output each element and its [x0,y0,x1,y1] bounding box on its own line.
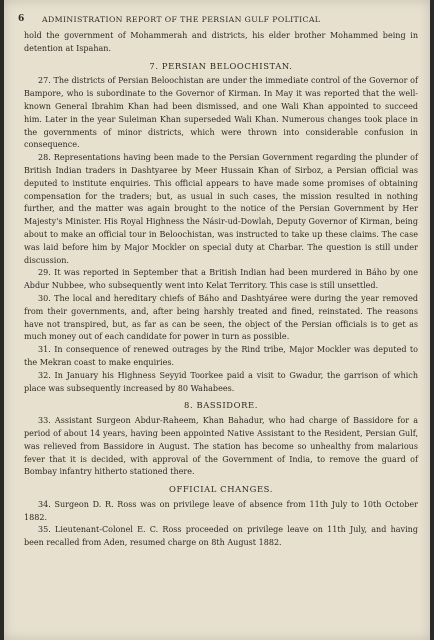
page-number: 6 [18,14,25,24]
paragraph-32: 32. In January his Highness Seyyid Toorkee paid a visit to Gwadur, the garrison of which place was subsequently increased by 80 Wahabees. [24,370,418,393]
page-body [24,30,418,550]
paragraph-31: 31. In consequence of renewed outrages by the Rind tribe, Major Mockler was deputed to the Mekran coast to make enquiries. [24,345,418,367]
paragraph-33: 33. Assistant Surgeon Abdur-Raheem, Khan Bahadur, who had charge of Bassidore for a period of about 14 years, having been appointed Native Assistant to the Resident, Persian Gulf, was relieved from Bassidore in August. The station has become so unhealthy from malarious fever that it is decided, with approval of the Government of India, to remove the guard of Bombay infantry hitherto stationed there. [24,416,418,477]
paragraph-35: 35. Lieutenant-Colonel E. C. Ross proceeded on privilege leave on 11th July, and having been recalled from Aden, resumed charge on 8th August 1882. [24,525,418,548]
section-heading-bassidore: 8. BASSIDORE. [184,400,258,411]
continued-paragraph: hold the government of Mohammerah and districts, his elder brother Mohammed being in detention at Ispahan. [24,31,418,53]
paragraph-27: 27. The districts of Persian Beloochistan are under the immediate control of the Governor of Bampore, who is subordinate to the Governor of Kirman. In May it was reported that the well-known General Ibrahim Khan had been dismissed, and one Wali Khan appointed to succeed him. Later in the year Suleiman Khan superseded Wali Khan. Numerous changes took place in the governments of minor districts, which were thrown into considerable confusion in consequence. [24,76,418,150]
section-heading-persian-beloochistan: 7. PERSIAN BELOOCHISTAN. [149,60,293,71]
page-header [18,14,416,28]
paragraph-34: 34. Surgeon D. R. Ross was on privilege leave of absence from 11th July to 10th October 1882. [24,499,418,522]
document-page [4,0,430,640]
paragraph-28: 28. Representations having been made to the Persian Government regarding the plunder of British Indian traders in Dashtyaree by Meer Hussain Khan of Sirboz, a Persian official was deputed to institute enquiries. This official appears to have made some promises of obtaining compensation for the traders; but, as usual in such cases, the mission resulted in nothing further, and the matter was again brought to the notice of the Persian Government by Her Majesty's Minister. His Royal Highness the Násir-ud-Dowlah, Deputy Governor of Kirman, being about to make an official tour in Beloochistan, was instructed to take up these claims. The case was laid before him by Major Mockler on special duty at Charbar. The question is still under discussion. [24,153,418,265]
paragraph-29: 29. It was reported in September that a British Indian had been murdered in Báho by one Abdur Nubbee, who subsequently went into Kelat Territory. This case is still unsettled. [24,268,418,291]
section-heading-official-changes: OFFICIAL CHANGES. [169,484,273,495]
paragraph-30: 30. The local and hereditary chiefs of Báho and Dashtyáree were during the year removed from their governments, and, after being harshly treated and fined, reinstated. The reasons have not transpired, but, as far as can be seen, the object of the Persian officials is to get as much money out of each candidate for power in turn as possible. [24,293,418,342]
running-title: ADMINISTRATION REPORT OF THE PERSIAN GULF POLITICAL [42,15,321,24]
